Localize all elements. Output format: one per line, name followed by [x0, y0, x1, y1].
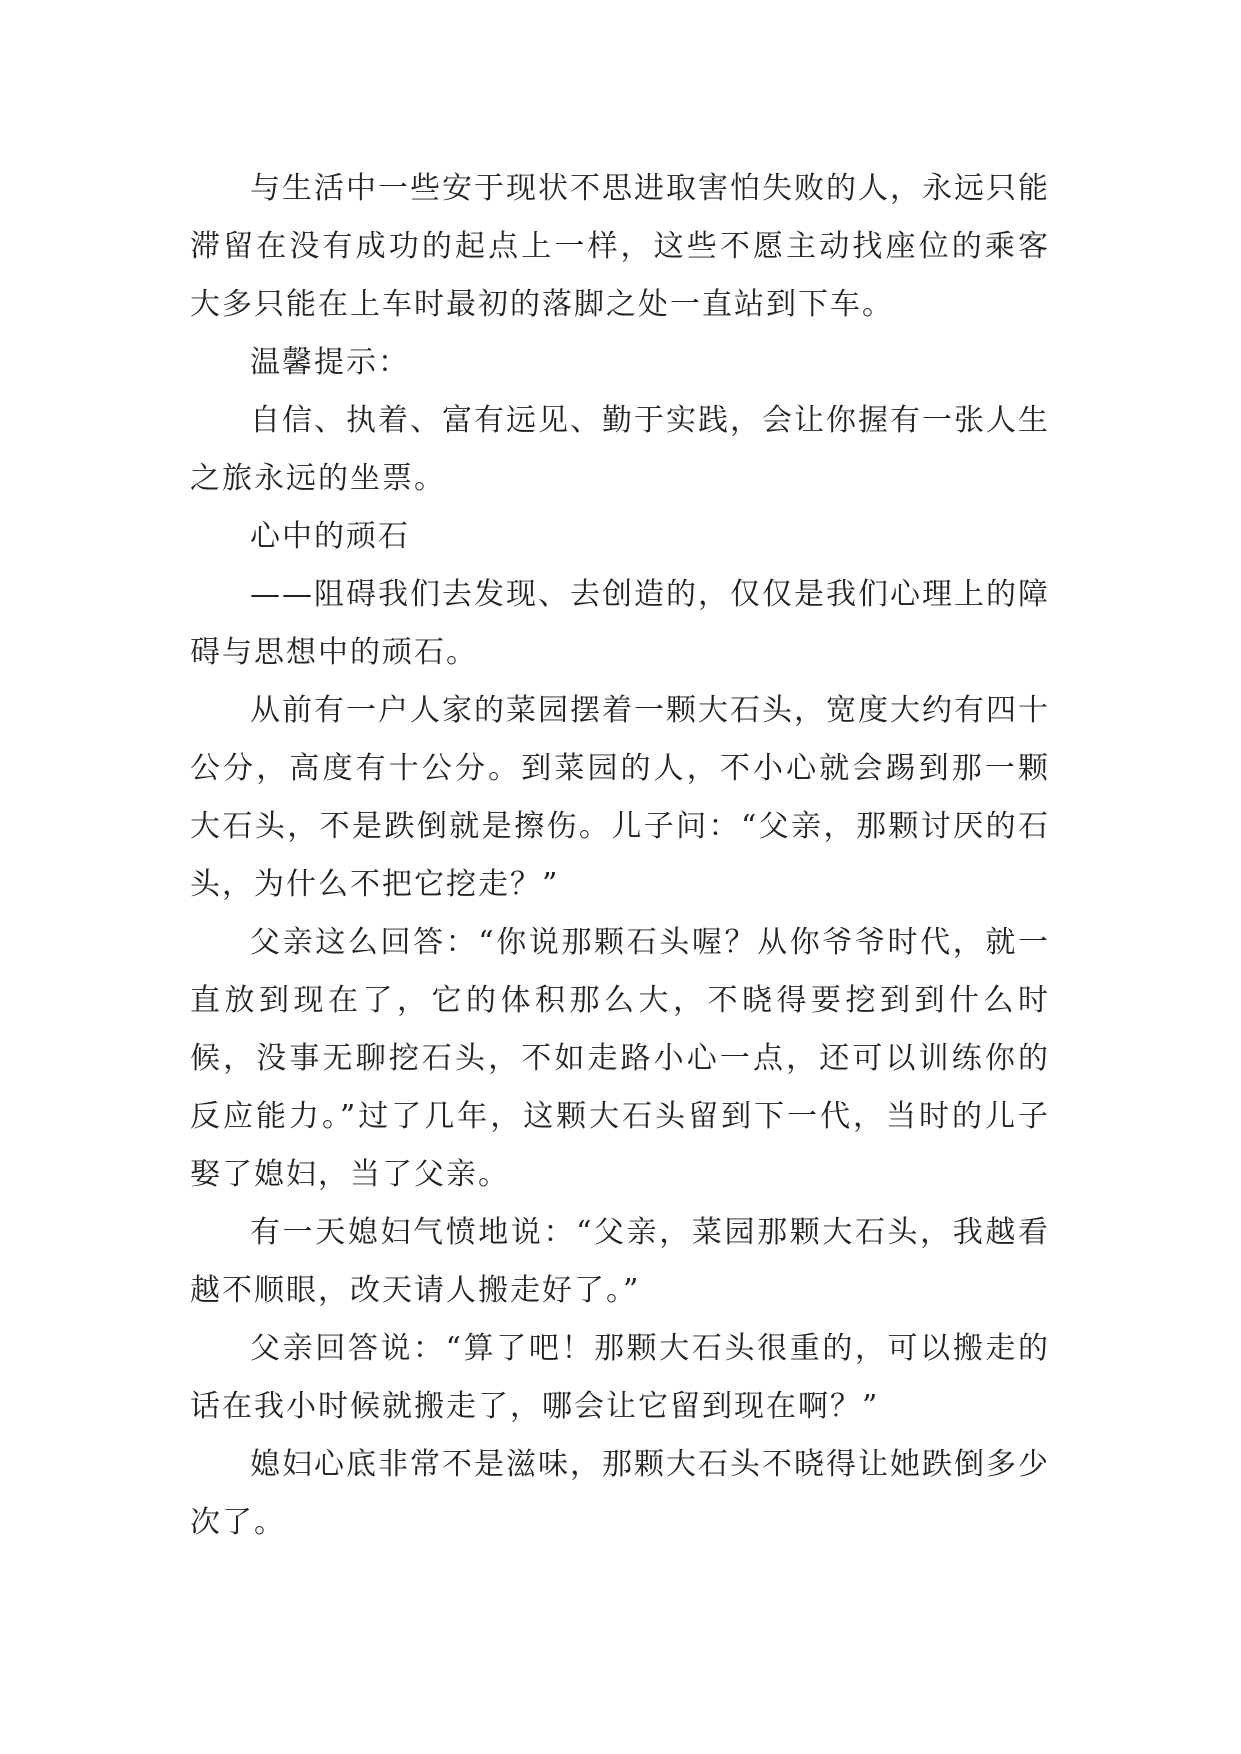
section-title: 心中的顽石 — [250, 519, 410, 554]
paragraph-tip-content: 自信、执着、富有远见、勤于实践，会让你握有一张人生之旅永远的坐票。 — [190, 403, 1050, 496]
paragraph-tip-heading: 温馨提示： — [250, 345, 410, 380]
paragraph-story-3: 有一天媳妇气愤地说：“父亲，菜园那颗大石头，我越看越不顺眼，改天请人搬走好了。” — [190, 1215, 1050, 1308]
paragraph-story-2: 父亲这么回答：“你说那颗石头喔？从你爷爷时代，就一直放到现在了，它的体积那么大，不晓得要挖到到什么时候，没事无聊挖石头，不如走路小心一点，还可以训练你的反应能力。”过了几年，这颗大石头留到下一代，当时的儿子娶了媳妇，当了父亲。 — [190, 925, 1050, 1192]
paragraph-story-1: 从前有一户人家的菜园摆着一颗大石头，宽度大约有四十公分，高度有十公分。到菜园的人，不小心就会踢到那一颗大石头，不是跌倒就是擦伤。儿子问：“父亲，那颗讨厌的石头，为什么不把它挖走？” — [190, 693, 1050, 902]
section-subtitle: ——阻碍我们去发现、去创造的，仅仅是我们心理上的障碍与思想中的顽石。 — [190, 577, 1050, 670]
paragraph-story-5: 媳妇心底非常不是滋味，那颗大石头不晓得让她跌倒多少次了。 — [190, 1447, 1050, 1540]
paragraph-story-4: 父亲回答说：“算了吧！那颗大石头很重的，可以搬走的话在我小时候就搬走了，哪会让它留到现在啊？” — [190, 1331, 1050, 1424]
paragraph-intro: 与生活中一些安于现状不思进取害怕失败的人，永远只能滞留在没有成功的起点上一样，这些不愿主动找座位的乘客大多只能在上车时最初的落脚之处一直站到下车。 — [190, 171, 1050, 322]
document-body — [190, 160, 1050, 1552]
